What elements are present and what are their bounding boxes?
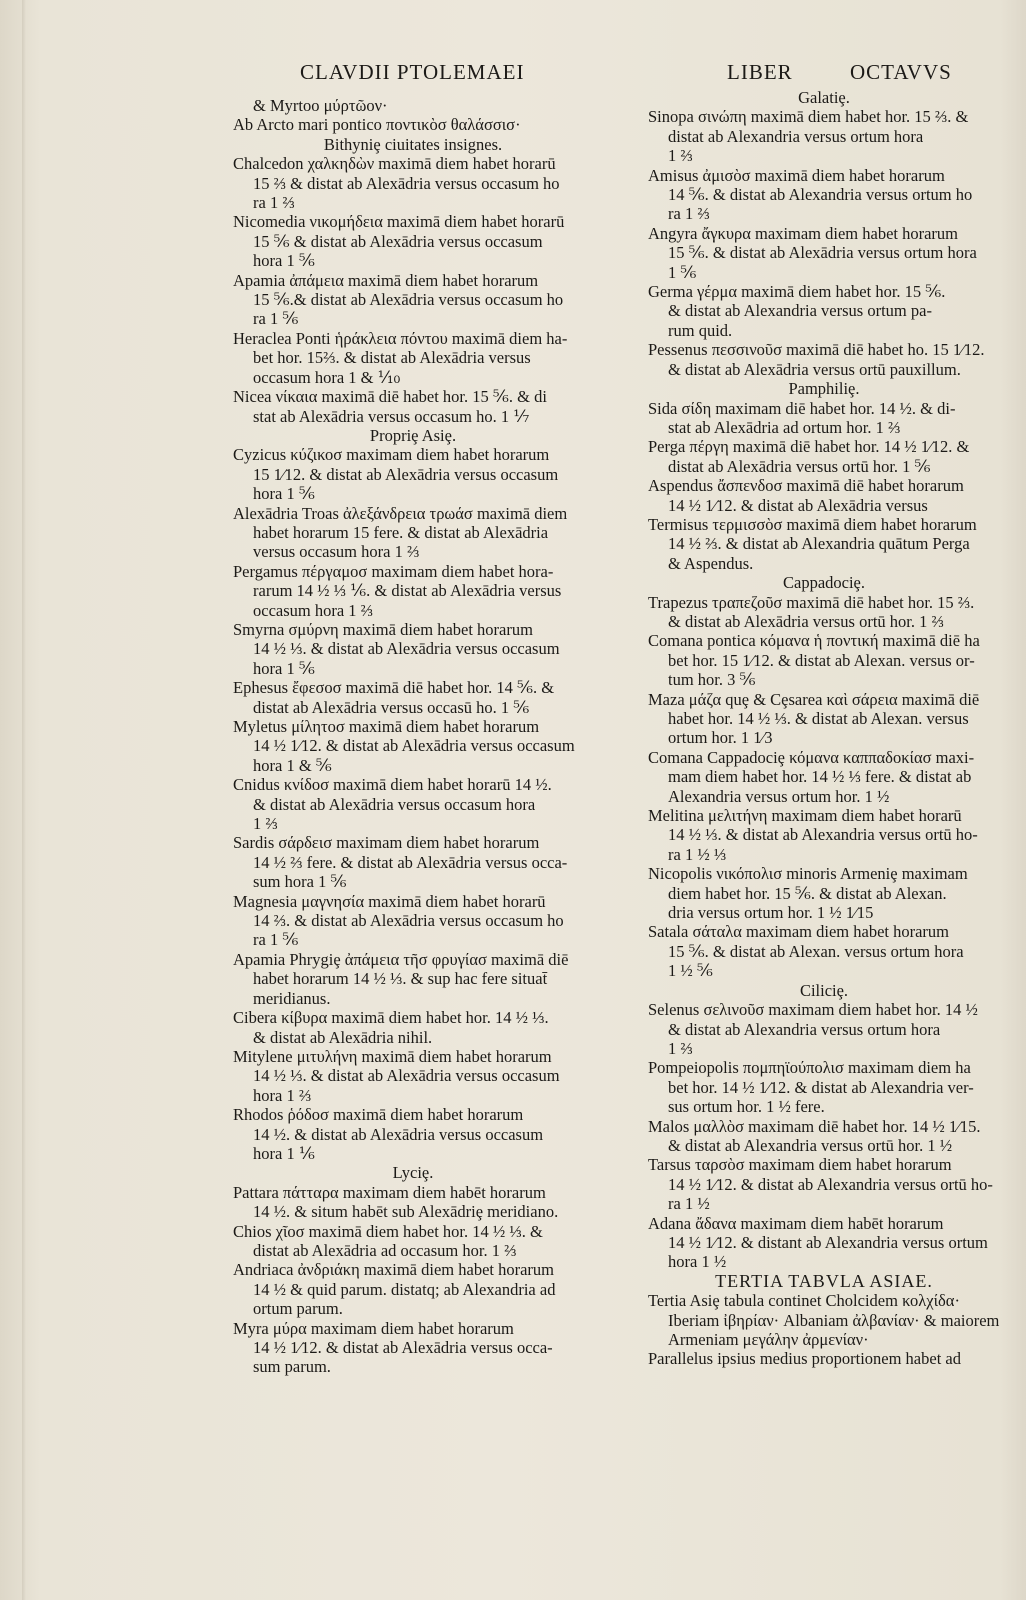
text-line-continued: stat ab Alexādria ad ortum hor. 1 ⅔ bbox=[668, 417, 901, 437]
text-line: Alexādria Troas ἀλεξάνδρεια τρωάσ maximā diem bbox=[233, 503, 568, 523]
text-line-continued: ra 1 ⅔ bbox=[253, 193, 295, 213]
text-line-continued: sum parum. bbox=[253, 1357, 331, 1377]
text-line-continued: 14 ½ ⅓. & distat ab Alexādria versus occasum bbox=[253, 639, 560, 659]
text-line: Pompeiopolis πομπηϊούπολισ maximam diem ha bbox=[648, 1058, 971, 1078]
text-line-continued: 1 ⅔ bbox=[668, 146, 693, 166]
text-line-continued: 14 ½ ⅔. & distat ab Alexandria quātum Perga bbox=[668, 534, 970, 554]
region-heading: Bithyniȩ ciuitates insignes. bbox=[323, 134, 503, 154]
text-line: Ephesus ἔφεσοσ maximā diē habet hor. 14 ⅚. & bbox=[233, 678, 555, 698]
text-line-continued: ra 1 ⅔ bbox=[668, 204, 710, 224]
text-line-continued: ra 1 ⅚ bbox=[253, 309, 299, 329]
text-line-continued: sus ortum hor. 1 ½ fere. bbox=[668, 1097, 825, 1117]
text-line-continued: 14 ½ ⅓. & distat ab Alexandria versus ortū ho- bbox=[668, 825, 978, 845]
text-line: Maza μάζα quȩ & Cȩsarea καὶ σάρεια maximā diē bbox=[648, 689, 980, 709]
text-line-continued: 14 ½ 1⁄12. & distant ab Alexandria versus ortum bbox=[668, 1232, 988, 1252]
text-line-continued: stat ab Alexādria versus occasum ho. 1 ⅐ bbox=[253, 406, 530, 426]
text-line-continued: 1 ½ ⅚ bbox=[668, 961, 713, 981]
text-line-continued: hora 1 ⅚ bbox=[253, 484, 315, 504]
text-line-continued: & distat ab Alexandria versus ortum hora bbox=[668, 1019, 941, 1039]
text-line: Pessenus πεσσινοῦσ maximā diē habet ho. 15 1⁄12. bbox=[648, 340, 985, 360]
text-line: Sardis σάρδεισ maximam diem habet horarum bbox=[233, 833, 540, 853]
text-line: Magnesia μαγνησία maximā diem habet horarū bbox=[233, 891, 546, 911]
text-line-continued: mam diem habet hor. 14 ½ ⅓ fere. & distat ab bbox=[668, 767, 972, 787]
text-line: Tertia Asiȩ tabula continet Cholcidem κολχίδα· bbox=[648, 1291, 960, 1311]
text-line-continued: bet hor. 14 ½ 1⁄12. & distat ab Alexandria ver- bbox=[668, 1077, 974, 1097]
text-line-continued: ortum hor. 1 1⁄3 bbox=[668, 728, 773, 748]
text-line-continued: 14 ½ & quid parum. distatq; ab Alexandria ad bbox=[253, 1279, 556, 1299]
text-line-continued: 1 ⅚ bbox=[668, 262, 697, 282]
text-line-continued: 15 ⅔ & distat ab Alexādria versus occasum ho bbox=[253, 173, 560, 193]
text-line-continued: hora 1 ⅔ bbox=[253, 1085, 312, 1105]
region-heading: Lyciȩ. bbox=[392, 1163, 434, 1183]
text-line: Smyrna σμύρνη maximā diem habet horarum bbox=[233, 619, 533, 639]
text-line-continued: 15 1⁄12. & distat ab Alexādria versus occasum bbox=[253, 464, 559, 484]
text-line-continued: & distat ab Alexādria versus ortū pauxillum. bbox=[668, 359, 961, 379]
text-line-continued: 14 ½ ⅔ fere. & distat ab Alexādria versus occa- bbox=[253, 852, 568, 872]
text-line-continued: distat ab Alexādria versus ortū hor. 1 ⅚ bbox=[668, 456, 931, 476]
text-line-continued: 15 ⅚ & distat ab Alexādria versus occasum bbox=[253, 231, 543, 251]
text-line: Mitylene μιτυλήνη maximā diem habet horarum bbox=[233, 1046, 552, 1066]
text-line-continued: 15 ⅚.& distat ab Alexādria versus occasum ho bbox=[253, 290, 564, 310]
text-line: Pergamus πέργαμοσ maximam diem habet hora- bbox=[233, 561, 554, 581]
text-line-continued: & distat ab Alexādria versus occasum hora bbox=[253, 794, 536, 814]
text-line: Chios χῖοσ maximā diem habet hor. 14 ½ ⅓. & bbox=[233, 1221, 543, 1241]
left-text-column bbox=[233, 96, 593, 1377]
text-line-continued: sum hora 1 ⅚ bbox=[253, 872, 347, 892]
text-line: Nicea νίκαια maximā diē habet hor. 15 ⅚. & di bbox=[233, 387, 547, 407]
text-line: Nicomedia νικομήδεια maximā diem habet horarū bbox=[233, 212, 565, 232]
region-heading: Pamphiliȩ. bbox=[788, 379, 860, 399]
text-line: Germa γέρμα maximā diem habet hor. 15 ⅚. bbox=[648, 282, 946, 302]
text-line: Perga πέργη maximā diē habet hor. 14 ½ 1⁄12. & bbox=[648, 437, 970, 457]
text-line-continued: 14 ½ 1⁄12. & distat ab Alexādria versus occa- bbox=[253, 1338, 553, 1357]
text-line-continued: rum quid. bbox=[668, 320, 733, 340]
region-heading: Ciliciȩ. bbox=[799, 980, 849, 1000]
right-text-column bbox=[648, 88, 1000, 1369]
text-line-continued: hora 1 ⅚ bbox=[253, 658, 315, 678]
text-line: Amisus ἀμισὸσ maximā diem habet horarum bbox=[648, 165, 945, 185]
text-line-continued: tum hor. 3 ⅚ bbox=[668, 670, 756, 690]
text-line: Apamia ἀπάμεια maximā diem habet horarum bbox=[233, 270, 539, 290]
text-line-continued: 14 ½ 1⁄12. & distat ab Alexandria versus ortū ho- bbox=[668, 1174, 993, 1194]
text-line-continued: 14 ½. & distat ab Alexādria versus occasum bbox=[253, 1124, 544, 1144]
text-line-continued: dria versus ortum hor. 1 ½ 1⁄15 bbox=[668, 903, 874, 923]
text-line: Pattara πάτταρα maximam diem habēt horarum bbox=[233, 1182, 546, 1202]
text-line-continued: occasum hora 1 & ⅒ bbox=[253, 367, 401, 387]
text-line-continued: Armeniam μεγάλην ἀρμενίαν· bbox=[668, 1330, 869, 1349]
text-line-continued: occasum hora 1 ⅔ bbox=[253, 600, 374, 620]
text-line-continued: 14 ½. & situm habēt sub Alexādriȩ meridiano. bbox=[253, 1202, 559, 1222]
text-line-continued: & Aspendus. bbox=[668, 553, 754, 573]
text-line: Sinopa σινώπη maximā diem habet hor. 15 ⅔. & bbox=[648, 107, 969, 127]
text-line-continued: 1 ⅔ bbox=[668, 1038, 693, 1058]
text-line-continued: hora 1 ½ bbox=[668, 1252, 727, 1272]
text-line-continued: 14 ½ 1⁄12. & distat ab Alexādria versus occasum bbox=[253, 736, 575, 756]
text-line-continued: 14 ⅔. & distat ab Alexādria versus occasum ho bbox=[253, 911, 564, 931]
text-line-continued: bet hor. 15⅔. & distat ab Alexādria versus bbox=[253, 348, 531, 368]
text-line: Malos μαλλὸσ maximam diē habet hor. 14 ½ 1⁄15. bbox=[648, 1116, 981, 1136]
text-line-continued: ra 1 ⅚ bbox=[253, 930, 299, 950]
region-heading: Propriȩ Asiȩ. bbox=[369, 425, 457, 445]
text-line-continued: & Myrtoo μύρτῶον· bbox=[253, 96, 388, 115]
text-line-continued: 1 ⅔ bbox=[253, 814, 278, 834]
region-heading: Cappadociȩ. bbox=[782, 573, 865, 593]
text-line: Ab Arcto mari pontico ποντικὸσ θαλάσσισ· bbox=[233, 115, 521, 135]
text-line: Rhodos ῥόδοσ maximā diem habet horarum bbox=[233, 1105, 524, 1125]
text-line-continued: distat ab Alexādria versus occasū ho. 1 ⅚ bbox=[253, 697, 530, 717]
text-line: Aspendus ἄσπενδοσ maximā diē habet horarum bbox=[648, 476, 964, 496]
text-line: Myra μύρα maximam diem habet horarum bbox=[233, 1318, 514, 1338]
text-line: Comana Cappadociȩ κόμανα καππαδοκίασ maxi- bbox=[648, 747, 975, 767]
region-heading: Galatiȩ. bbox=[798, 88, 850, 107]
text-line-continued: ra 1 ½ bbox=[668, 1194, 710, 1214]
text-line-continued: & distat ab Alexādria versus ortū hor. 1 ⅔ bbox=[668, 611, 944, 631]
text-line: Adana ἄδανα maximam diem habēt horarum bbox=[648, 1213, 944, 1233]
text-line: Termisus τερμισσὸσ maximā diem habet horarum bbox=[648, 514, 977, 534]
text-line: Andriaca ἀνδριάκη maximā diem habet horarum bbox=[233, 1260, 555, 1280]
text-line: Angyra ἄγκυρα maximam diem habet horarum bbox=[648, 223, 959, 243]
text-line-continued: Alexandria versus ortum hor. 1 ½ bbox=[668, 786, 890, 806]
text-line-continued: & distat ab Alexādria nihil. bbox=[253, 1027, 433, 1047]
text-line-continued: habet hor. 14 ½ ⅓. & distat ab Alexan. versus bbox=[668, 709, 969, 728]
text-line: Tarsus ταρσὸσ maximam diem habet horarum bbox=[648, 1155, 952, 1175]
text-line: Nicopolis νικόπολισ minoris Armeniȩ maximam bbox=[648, 864, 968, 884]
text-line-continued: distat ab Alexandria versus ortum hora bbox=[668, 126, 924, 146]
text-line-continued: 14 ½ ⅓. & distat ab Alexādria versus occasum bbox=[253, 1066, 560, 1086]
text-line-continued: 14 ⅚. & distat ab Alexandria versus ortum ho bbox=[668, 185, 973, 205]
page-gutter-shadow bbox=[22, 0, 26, 1600]
text-line: Apamia Phrygiȩ ἀπάμεια τῆσ φρυγίασ maximā diē bbox=[233, 949, 569, 969]
text-line: Cibera κίβυρα maximā diem habet hor. 14 ½ ⅓. bbox=[233, 1008, 549, 1028]
running-head-right-octavus: OCTAVVS bbox=[850, 60, 952, 84]
text-line: Myletus μίλητοσ maximā diem habet horarum bbox=[233, 717, 540, 736]
text-line-continued: habet horarum 15 fere. & distat ab Alexādria bbox=[253, 522, 549, 542]
text-line-continued: & distat ab Alexandria versus ortum pa- bbox=[668, 301, 932, 321]
text-line-continued: Iberiam ἰβηρίαν· Albaniam ἀλβανίαν· & maiorem bbox=[668, 1310, 1000, 1330]
text-line-continued: ortum parum. bbox=[253, 1299, 343, 1319]
text-line-continued: rarum 14 ½ ⅓ ⅙. & distat ab Alexādria versus bbox=[253, 581, 562, 601]
text-line: Heraclea Ponti ἡράκλεια πόντου maximā diem ha- bbox=[233, 328, 568, 348]
text-line: Satala σάταλα maximam diem habet horarum bbox=[648, 922, 950, 942]
text-line-continued: versus occasum hora 1 ⅔ bbox=[253, 542, 420, 562]
text-line-continued: distat ab Alexādria ad occasum hor. 1 ⅔ bbox=[253, 1240, 517, 1260]
text-line-continued: 15 ⅚. & distat ab Alexādria versus ortum hora bbox=[668, 243, 977, 263]
text-line: Trapezus τραπεζοῦσ maximā diē habet hor. 15 ⅔. bbox=[648, 592, 975, 612]
running-head-right-liber: LIBER bbox=[727, 60, 793, 84]
text-line-continued: bet hor. 15 1⁄12. & distat ab Alexan. versus or- bbox=[668, 650, 975, 670]
text-line-continued: 14 ½ 1⁄12. & distat ab Alexādria versus bbox=[668, 495, 928, 515]
text-line: Melitina μελιτήνη maximam diem habet horarū bbox=[648, 806, 962, 826]
text-line: Comana pontica κόμανα ἡ ποντική maximā diē ha bbox=[648, 631, 980, 651]
text-line-continued: habet horarum 14 ½ ⅓. & sup hac fere situat̄ bbox=[253, 969, 548, 989]
text-line: Sida σίδη maximam diē habet hor. 14 ½. & di- bbox=[648, 398, 956, 418]
text-line-continued: diem habet hor. 15 ⅚. & distat ab Alexan. bbox=[668, 883, 947, 903]
text-line-continued: hora 1 ⅙ bbox=[253, 1143, 315, 1163]
text-line-continued: hora 1 & ⅚ bbox=[253, 755, 332, 775]
text-line-continued: ra 1 ½ ⅓ bbox=[668, 844, 727, 864]
text-line-continued: hora 1 ⅚ bbox=[253, 251, 315, 271]
text-line: Parallelus ipsius medius proportionem habet ad bbox=[648, 1349, 961, 1369]
text-line: Cnidus κνίδοσ maximā diem habet horarū 14 ½. bbox=[233, 775, 552, 795]
running-head-left: CLAVDII PTOLEMAEI bbox=[300, 60, 525, 84]
text-line: Cyzicus κύζικοσ maximam diem habet horarum bbox=[233, 445, 550, 465]
text-line-continued: meridianus. bbox=[253, 988, 331, 1008]
text-line: Selenus σελινοῦσ maximam diem habet hor. 14 ½ bbox=[648, 1000, 978, 1020]
section-title: TERTIA TABVLA ASIAE. bbox=[715, 1271, 933, 1291]
text-line-continued: 15 ⅚. & distat ab Alexan. versus ortum hora bbox=[668, 941, 964, 961]
text-line-continued: & distat ab Alexandria versus ortū hor. 1 ½ bbox=[668, 1135, 953, 1155]
text-line: Chalcedon χαλκηδὼν maximā diem habet horarū bbox=[233, 154, 556, 174]
